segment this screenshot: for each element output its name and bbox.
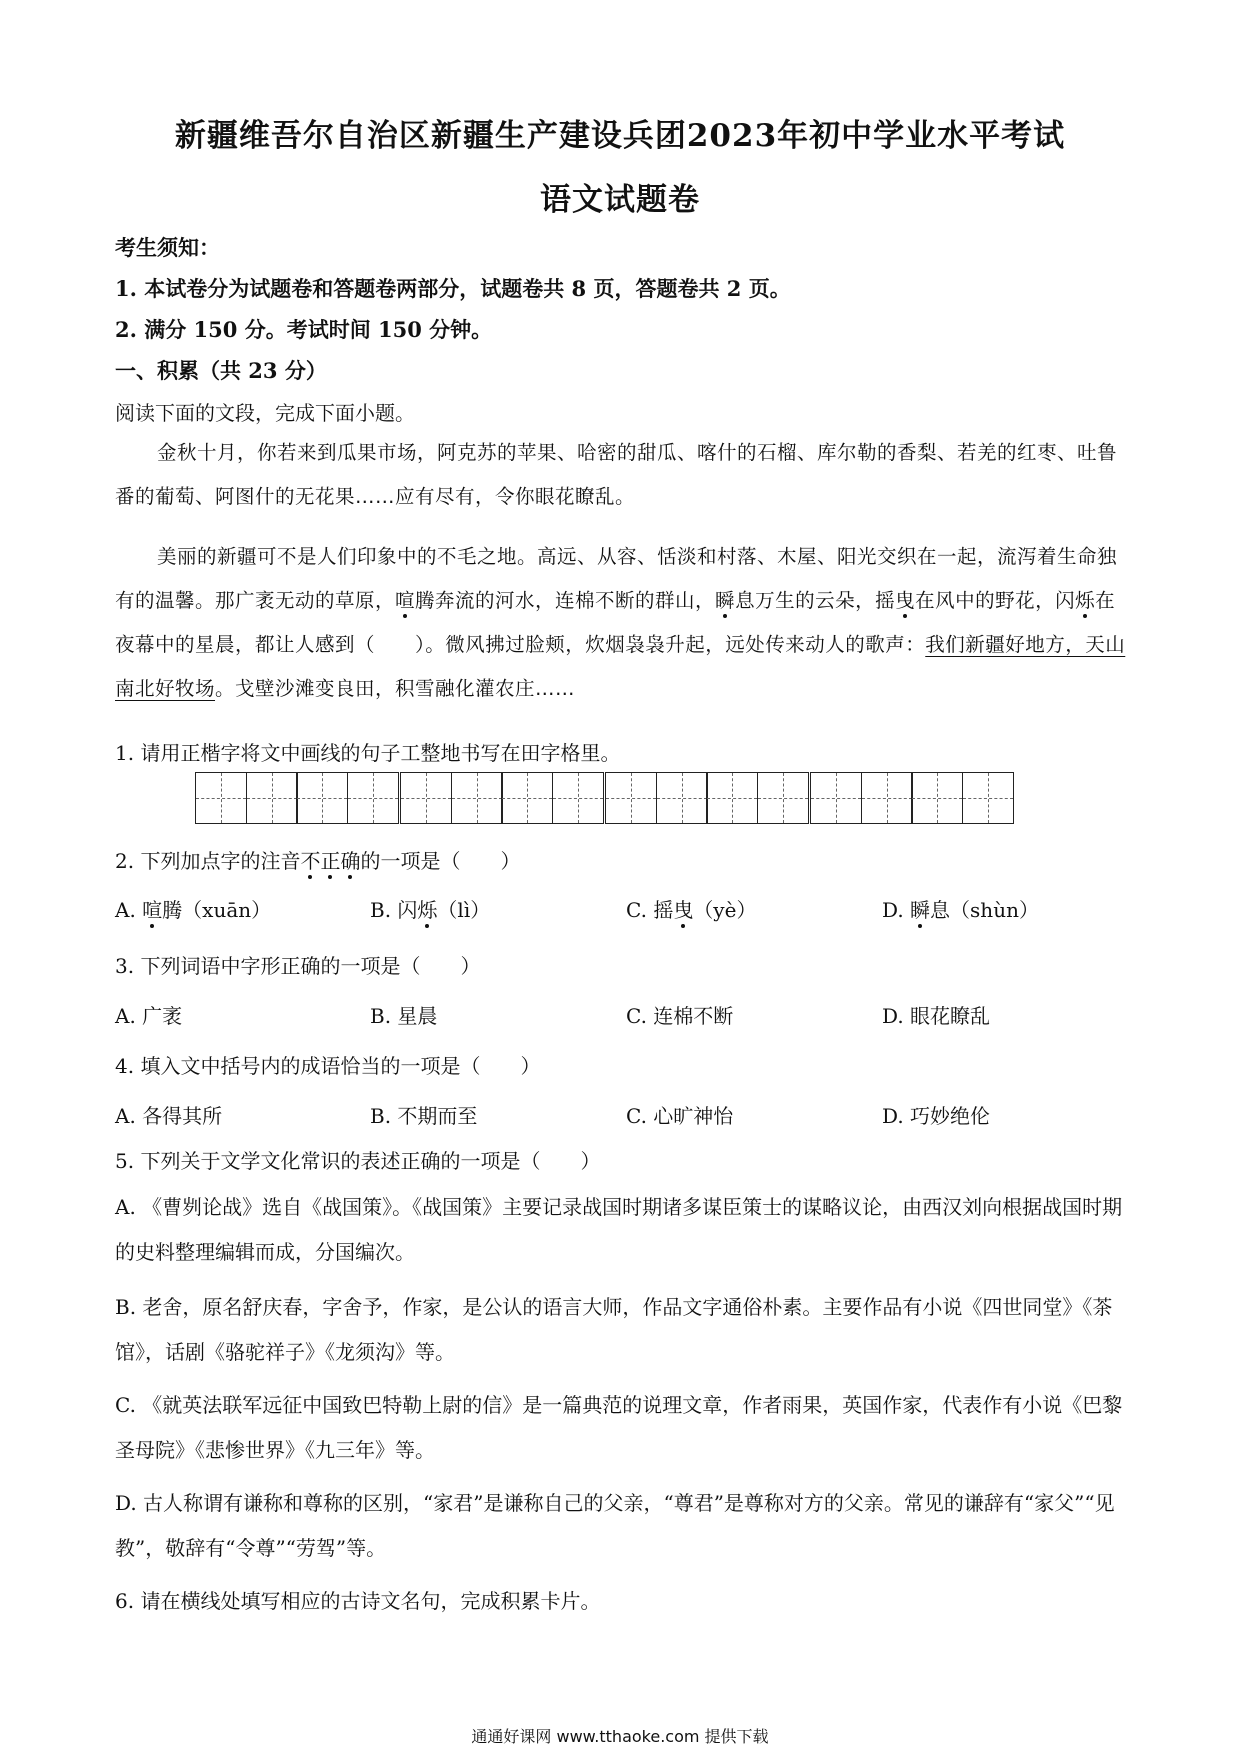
tianzi-grid[interactable] <box>195 772 1012 824</box>
grid-cell[interactable] <box>656 772 708 824</box>
grid-cell[interactable] <box>246 772 298 824</box>
passage-text: 腾奔流的河水，连棉不断的群山， <box>415 589 716 612</box>
q2-option-d[interactable] <box>882 894 1039 923</box>
q2-option-b[interactable] <box>370 894 490 923</box>
grid-cell[interactable] <box>706 772 758 824</box>
option-text: 息（shùn） <box>930 898 1039 922</box>
grid-cell[interactable] <box>451 772 503 824</box>
q4-option-d[interactable]: D. 巧妙绝伦 <box>882 1104 991 1128</box>
q5-option-a[interactable]: A. 《曹刿论战》选自《战国策》。《战国策》主要记录战国时期诸多谋臣策士的谋略议论，由西汉刘向根据战国时期的史料整理编辑而成，分国编次。 <box>115 1195 1123 1264</box>
passage-paragraph-2 <box>115 535 1127 711</box>
question-3: 3. 下列词语中字形正确的一项是（ ） <box>115 954 481 978</box>
grid-cell[interactable] <box>757 772 809 824</box>
grid-cell[interactable] <box>296 772 348 824</box>
dotted-char: 瞬 <box>715 589 736 612</box>
footer-watermark: 通通好课网 www.tthaoke.com 提供下载 <box>471 1727 769 1746</box>
q2-dotted-2: 正 <box>320 849 341 873</box>
passage-text: 息万生的云朵，摇 <box>735 589 896 612</box>
dotted-char: 瞬 <box>910 898 931 922</box>
option-label: A. <box>115 898 136 922</box>
q4-option-b[interactable]: B. 不期而至 <box>370 1104 478 1128</box>
section-heading: 一、积累（共 23 分） <box>115 358 327 383</box>
option-text: （yè） <box>693 898 757 922</box>
grid-cell[interactable] <box>605 772 657 824</box>
reading-intro: 阅读下面的文段，完成下面小题。 <box>115 401 415 425</box>
q2-option-c[interactable] <box>626 894 756 923</box>
q5-option-b[interactable]: B. 老舍，原名舒庆春，字舍予，作家，是公认的语言大师，作品文字通俗朴素。主要作品有小说《四世同堂》《茶馆》，话剧《骆驼祥子》《龙须沟》等。 <box>115 1295 1113 1364</box>
option-label: D. <box>882 898 904 922</box>
notice-heading: 考生须知： <box>115 235 220 260</box>
dotted-char: 曳 <box>895 589 916 612</box>
grid-cell[interactable] <box>962 772 1014 824</box>
passage-text: 。戈壁沙滩变良田，积雪融化灌农庄…… <box>215 677 576 700</box>
q2-option-a[interactable] <box>115 894 271 923</box>
grid-cell[interactable] <box>400 772 452 824</box>
passage-text: 在风中的野花，闪 <box>915 589 1076 612</box>
dotted-char: 喧 <box>395 589 416 612</box>
option-text: （lì） <box>437 898 491 922</box>
q4-option-c[interactable]: C. 心旷神怡 <box>626 1104 734 1128</box>
q5-option-d[interactable]: D. 古人称谓有谦称和尊称的区别，“家君”是谦称自己的父亲，“尊君”是尊称对方的父亲。常见的谦辞有“家父”“见教”，敬辞有“令尊”“劳驾”等。 <box>115 1491 1115 1560</box>
grid-cell[interactable] <box>861 772 913 824</box>
dotted-char: 烁 <box>417 898 438 922</box>
passage-text: 在夜幕中的星晨，都让人感到（ ）。微风拂过脸颊，炊烟袅袅升起，远处传来动人的歌声： <box>115 589 1116 656</box>
exam-title: 新疆维吾尔自治区新疆生产建设兵团2023年初中学业水平考试 <box>174 118 1066 154</box>
option-label: B. <box>370 898 392 922</box>
notice-item-1: 1. 本试卷分为试题卷和答题卷两部分，试题卷共 8 页，答题卷共 2 页。 <box>115 276 791 301</box>
q3-option-b[interactable]: B. 星晨 <box>370 1004 438 1028</box>
q5-option-c[interactable]: C. 《就英法联军远征中国致巴特勒上尉的信》是一篇典范的说理文章，作者雨果，英国作家，代表作有小说《巴黎圣母院》《悲惨世界》《九三年》等。 <box>115 1393 1123 1462</box>
grid-cell[interactable] <box>911 772 963 824</box>
q2-stem-a: 2. 下列加点字的注音 <box>115 849 301 873</box>
underlined-sentence: 我们新疆好地方，天山南北好牧场 <box>115 633 1126 700</box>
grid-cell[interactable] <box>552 772 604 824</box>
q3-option-d[interactable]: D. 眼花瞭乱 <box>882 1004 991 1028</box>
q4-option-a[interactable]: A. 各得其所 <box>115 1104 223 1128</box>
dotted-char: 曳 <box>673 898 694 922</box>
q3-option-a[interactable]: A. 广袤 <box>115 1004 183 1028</box>
option-label: C. <box>626 898 647 922</box>
question-2 <box>115 845 520 874</box>
passage-text: 美丽的新疆可不是人们印象中的不毛之地。高远、从容、恬淡和村落、木屋、阳光交织在一起，流泻着生命独有的温馨。那广袤无动的草原， <box>115 545 1118 612</box>
q2-stem-b: 的一项是（ ） <box>360 849 521 873</box>
question-5: 5. 下列关于文学文化常识的表述正确的一项是（ ） <box>115 1149 601 1173</box>
option-text: 腾（xuān） <box>162 898 272 922</box>
question-1: 1. 请用正楷字将文中画线的句子工整地书写在田字格里。 <box>115 741 621 765</box>
question-4: 4. 填入文中括号内的成语恰当的一项是（ ） <box>115 1054 541 1078</box>
notice-item-2: 2. 满分 150 分。考试时间 150 分钟。 <box>115 317 493 342</box>
grid-cell[interactable] <box>347 772 399 824</box>
q2-dotted-1: 不 <box>300 849 321 873</box>
passage-paragraph-1: 金秋十月，你若来到瓜果市场，阿克苏的苹果、哈密的甜瓜、喀什的石榴、库尔勒的香梨、若羌的红枣、吐鲁番的葡萄、阿图什的无花果……应有尽有，令你眼花瞭乱。 <box>115 441 1118 508</box>
option-text: 摇 <box>653 898 674 922</box>
q3-option-c[interactable]: C. 连棉不断 <box>626 1004 734 1028</box>
grid-cell[interactable] <box>501 772 553 824</box>
dotted-char: 烁 <box>1075 589 1096 612</box>
question-6: 6. 请在横线处填写相应的古诗文名句，完成积累卡片。 <box>115 1589 601 1613</box>
grid-cell[interactable] <box>195 772 247 824</box>
option-text: 闪 <box>397 898 418 922</box>
q2-dotted-3: 确 <box>340 849 361 873</box>
dotted-char: 喧 <box>142 898 163 922</box>
exam-subtitle: 语文试题卷 <box>540 182 700 218</box>
grid-cell[interactable] <box>810 772 862 824</box>
